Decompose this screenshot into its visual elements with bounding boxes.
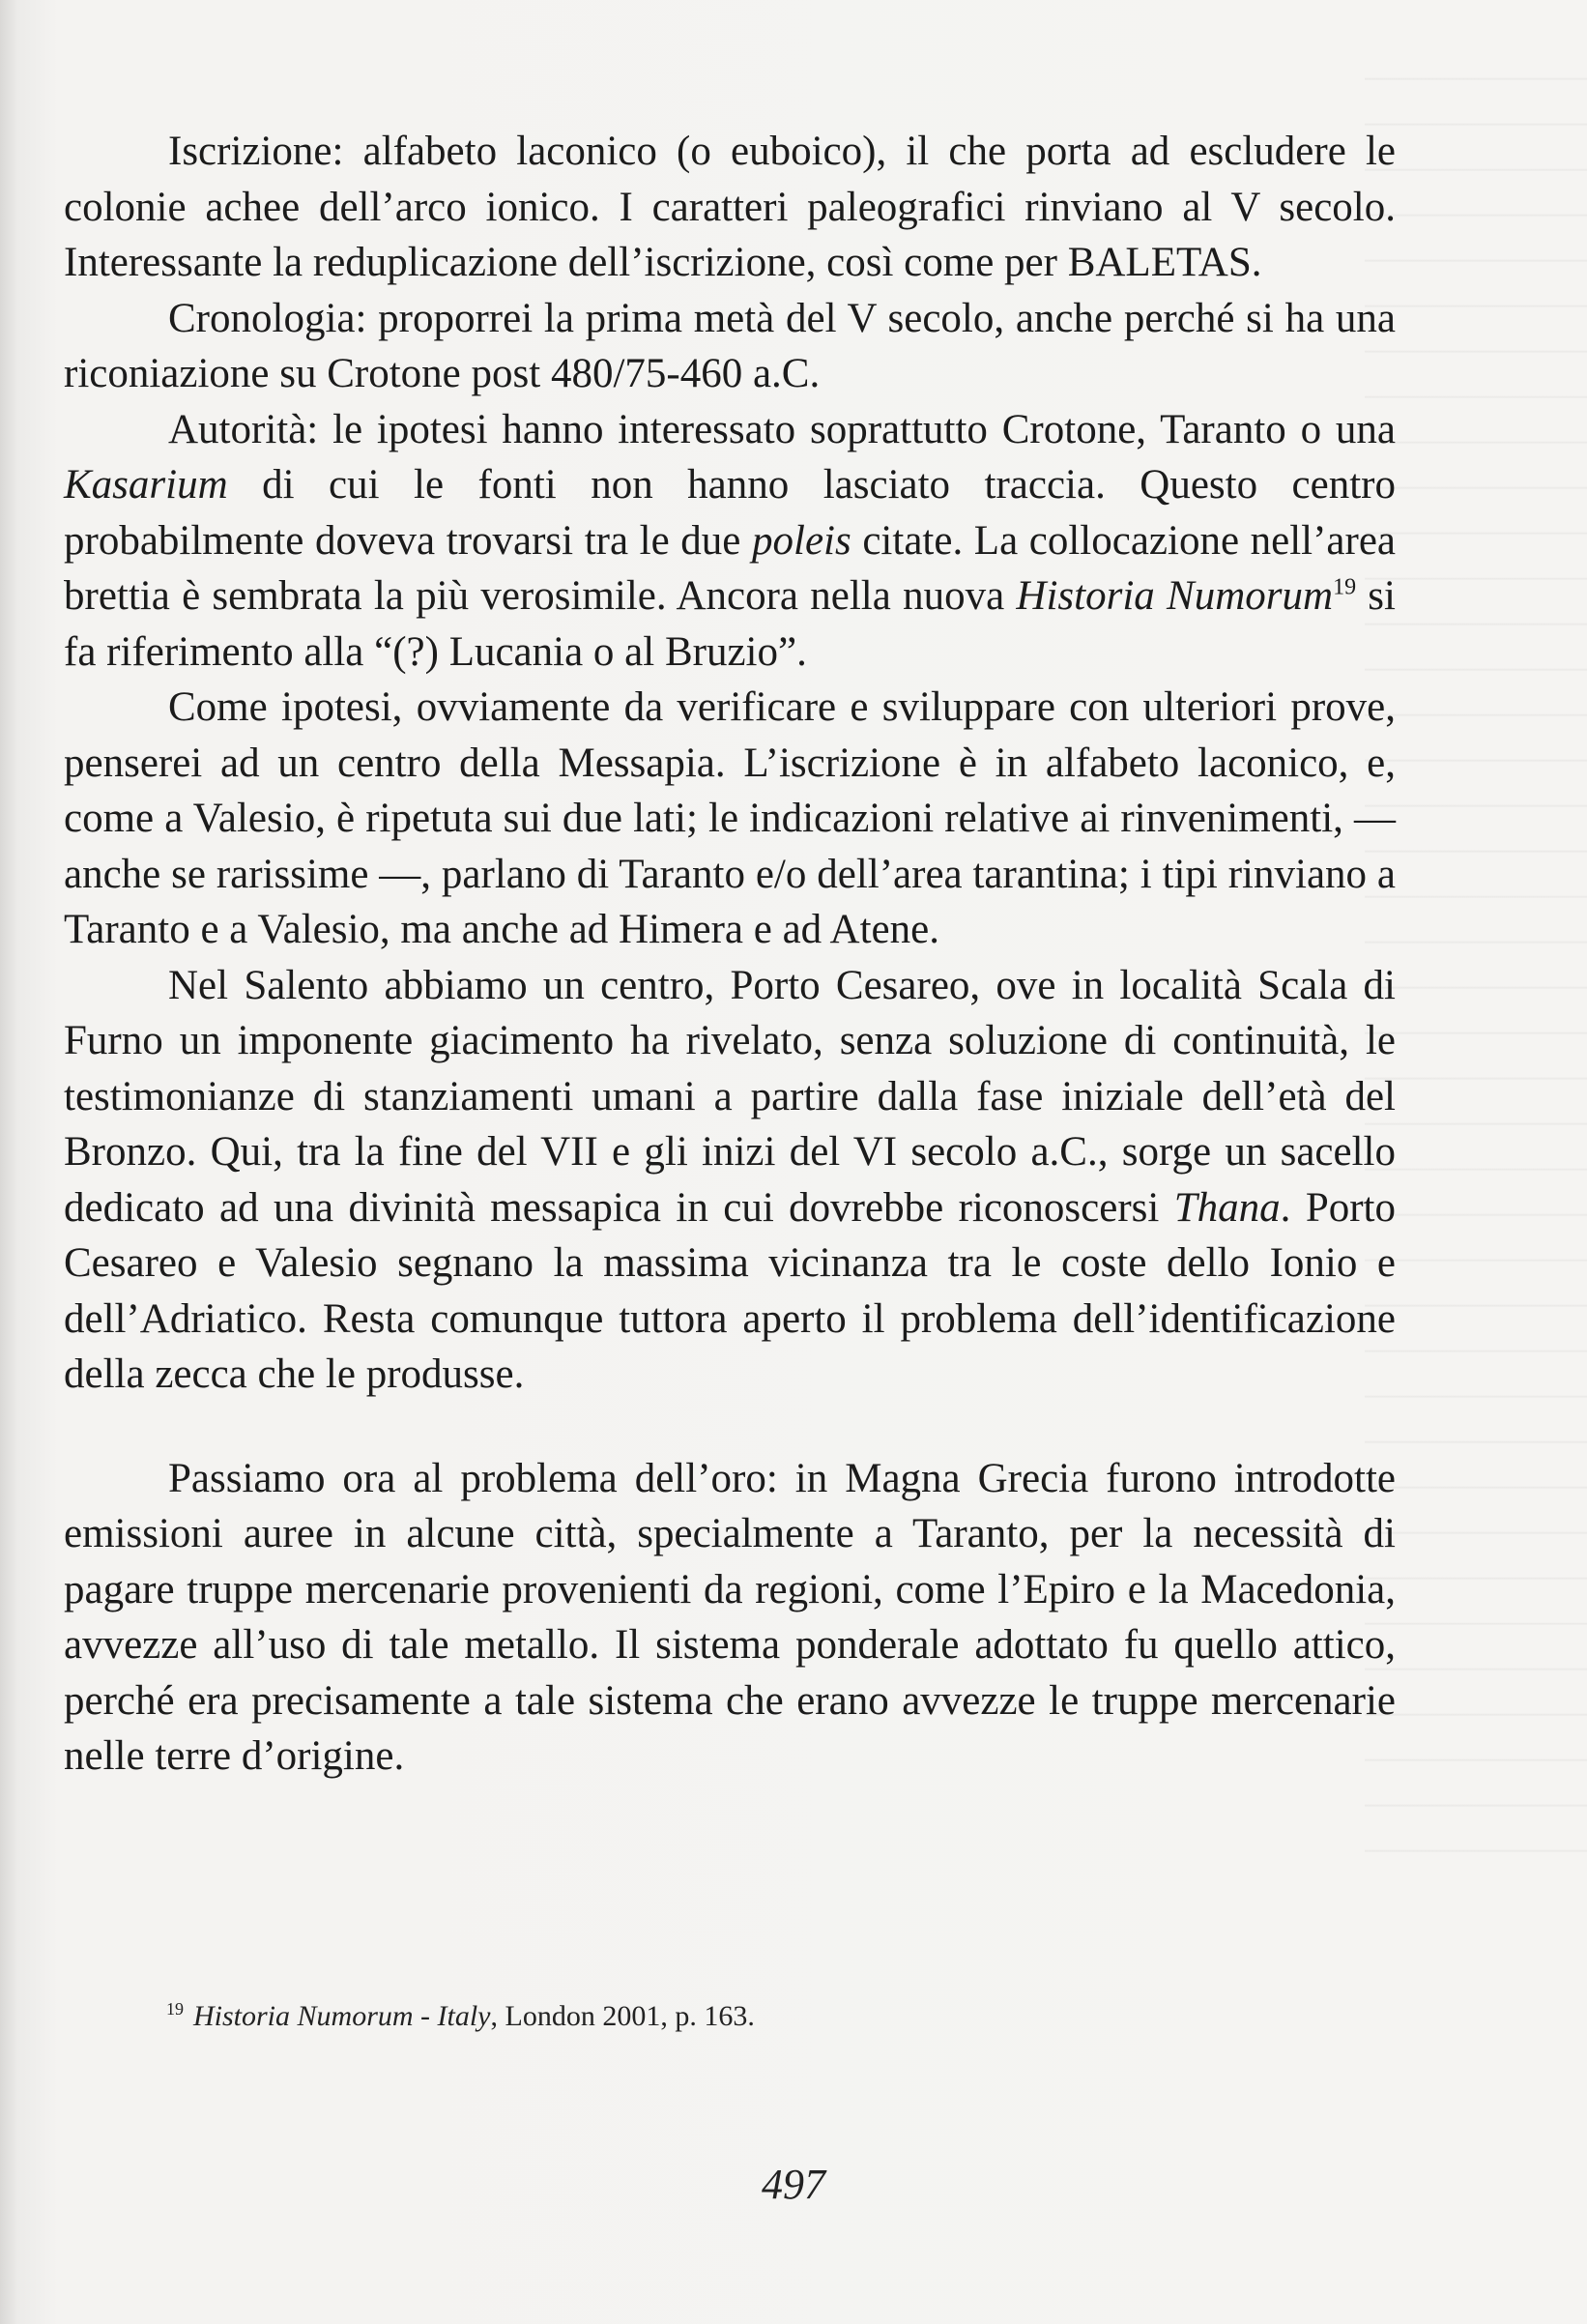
- text-run: . Porto Cesareo e Valesio segnano la massima vicinanza tra le coste dello Ionio e dell’Adriatico. Resta comunque tuttora aperto il problema dell’identificazione della zecca che le produsse.: [64, 1184, 1397, 1397]
- body-text: [64, 124, 1396, 1785]
- paragraph-salento: [64, 958, 1396, 1403]
- footnote-text: , London 2001, p. 163.: [490, 2000, 755, 2032]
- italic-term-historia-numorum: Historia Numorum: [1016, 573, 1334, 619]
- paragraph-cronologia: Cronologia: proporrei la prima metà del V secolo, anche perché si ha una riconiazione su Crotone post 480/75-460 a.C.: [64, 295, 1396, 396]
- italic-term-thana: Thana: [1173, 1184, 1281, 1231]
- paragraph-oro: Passiamo ora al problema dell’oro: in Magna Grecia furono introdotte emissioni auree in alcune città, specialmente a Taranto, per la necessità di pagare truppe mercenarie provenienti da regioni, come l’Epiro e la Macedonia, avvezze all’uso di tale metallo. Il sistema ponderale adottato fu quello attico, perché era precisamente a tale sistema che erano avvezze le truppe mercenarie nelle terre d’origine.: [64, 1455, 1396, 1779]
- italic-term-poleis: poleis: [752, 517, 851, 564]
- section-break: [64, 1403, 1396, 1451]
- footnote-italic-title: Historia Numorum - Italy: [193, 2000, 491, 2032]
- paragraph-autorita: [64, 402, 1396, 681]
- text-run: si fa riferimento alla “(?) Lucania o al Bruzio”.: [64, 573, 1396, 675]
- text-run: Nel Salento abbiamo un centro, Porto Cesareo, ove in località Scala di Furno un imponente giacimento ha rivelato, senza soluzione di continuità, le testimonianze di stanziamenti umani a partire dalla fase iniziale dell’età del Bronzo. Qui, tra la fine del VII e gli inizi del VI secolo a.C., sorge un sacello dedicato ad una divinità messapica in cui dovrebbe riconoscersi: [64, 962, 1396, 1231]
- footnote: [166, 1997, 1326, 2036]
- paragraph-ipotesi: Come ipotesi, ovviamente da verificare e sviluppare con ulteriori prove, penserei ad un centro della Messapia. L’iscrizione è in alfabeto laconico, e, come a Valesio, è ripetuta sui due lati; le indicazioni relative ai rinvenimenti, — anche se rarissime —, parlano di Taranto e/o dell’area tarantina; i tipi rinviano a Taranto e a Valesio, ma anche ad Himera e ad Atene.: [64, 684, 1396, 952]
- text-run: di cui le fonti non hanno lasciato traccia. Questo centro probabilmente doveva trovarsi tra le due: [64, 462, 1396, 564]
- text-run: Autorità: le ipotesi hanno interessato soprattutto Crotone, Taranto o una: [168, 406, 1396, 452]
- text-run: citate. La collocazione nell’area brettia è sembrata la più verosimile. Ancora nella nuova: [64, 517, 1397, 619]
- italic-term-kasarium: Kasarium: [64, 462, 228, 508]
- paragraph-iscrizione: Iscrizione: alfabeto laconico (o euboico), il che porta ad escludere le colonie achee dell’arco ionico. I caratteri paleografici rinviano al V secolo. Interessante la reduplicazione dell’iscrizione, così come per BALETAS.: [64, 129, 1396, 285]
- footnote-number: 19: [166, 1999, 184, 2019]
- footnote-reference[interactable]: 19: [1333, 574, 1357, 600]
- bleed-through-shadow: [1365, 58, 1587, 1895]
- page-number: 497: [762, 2161, 825, 2208]
